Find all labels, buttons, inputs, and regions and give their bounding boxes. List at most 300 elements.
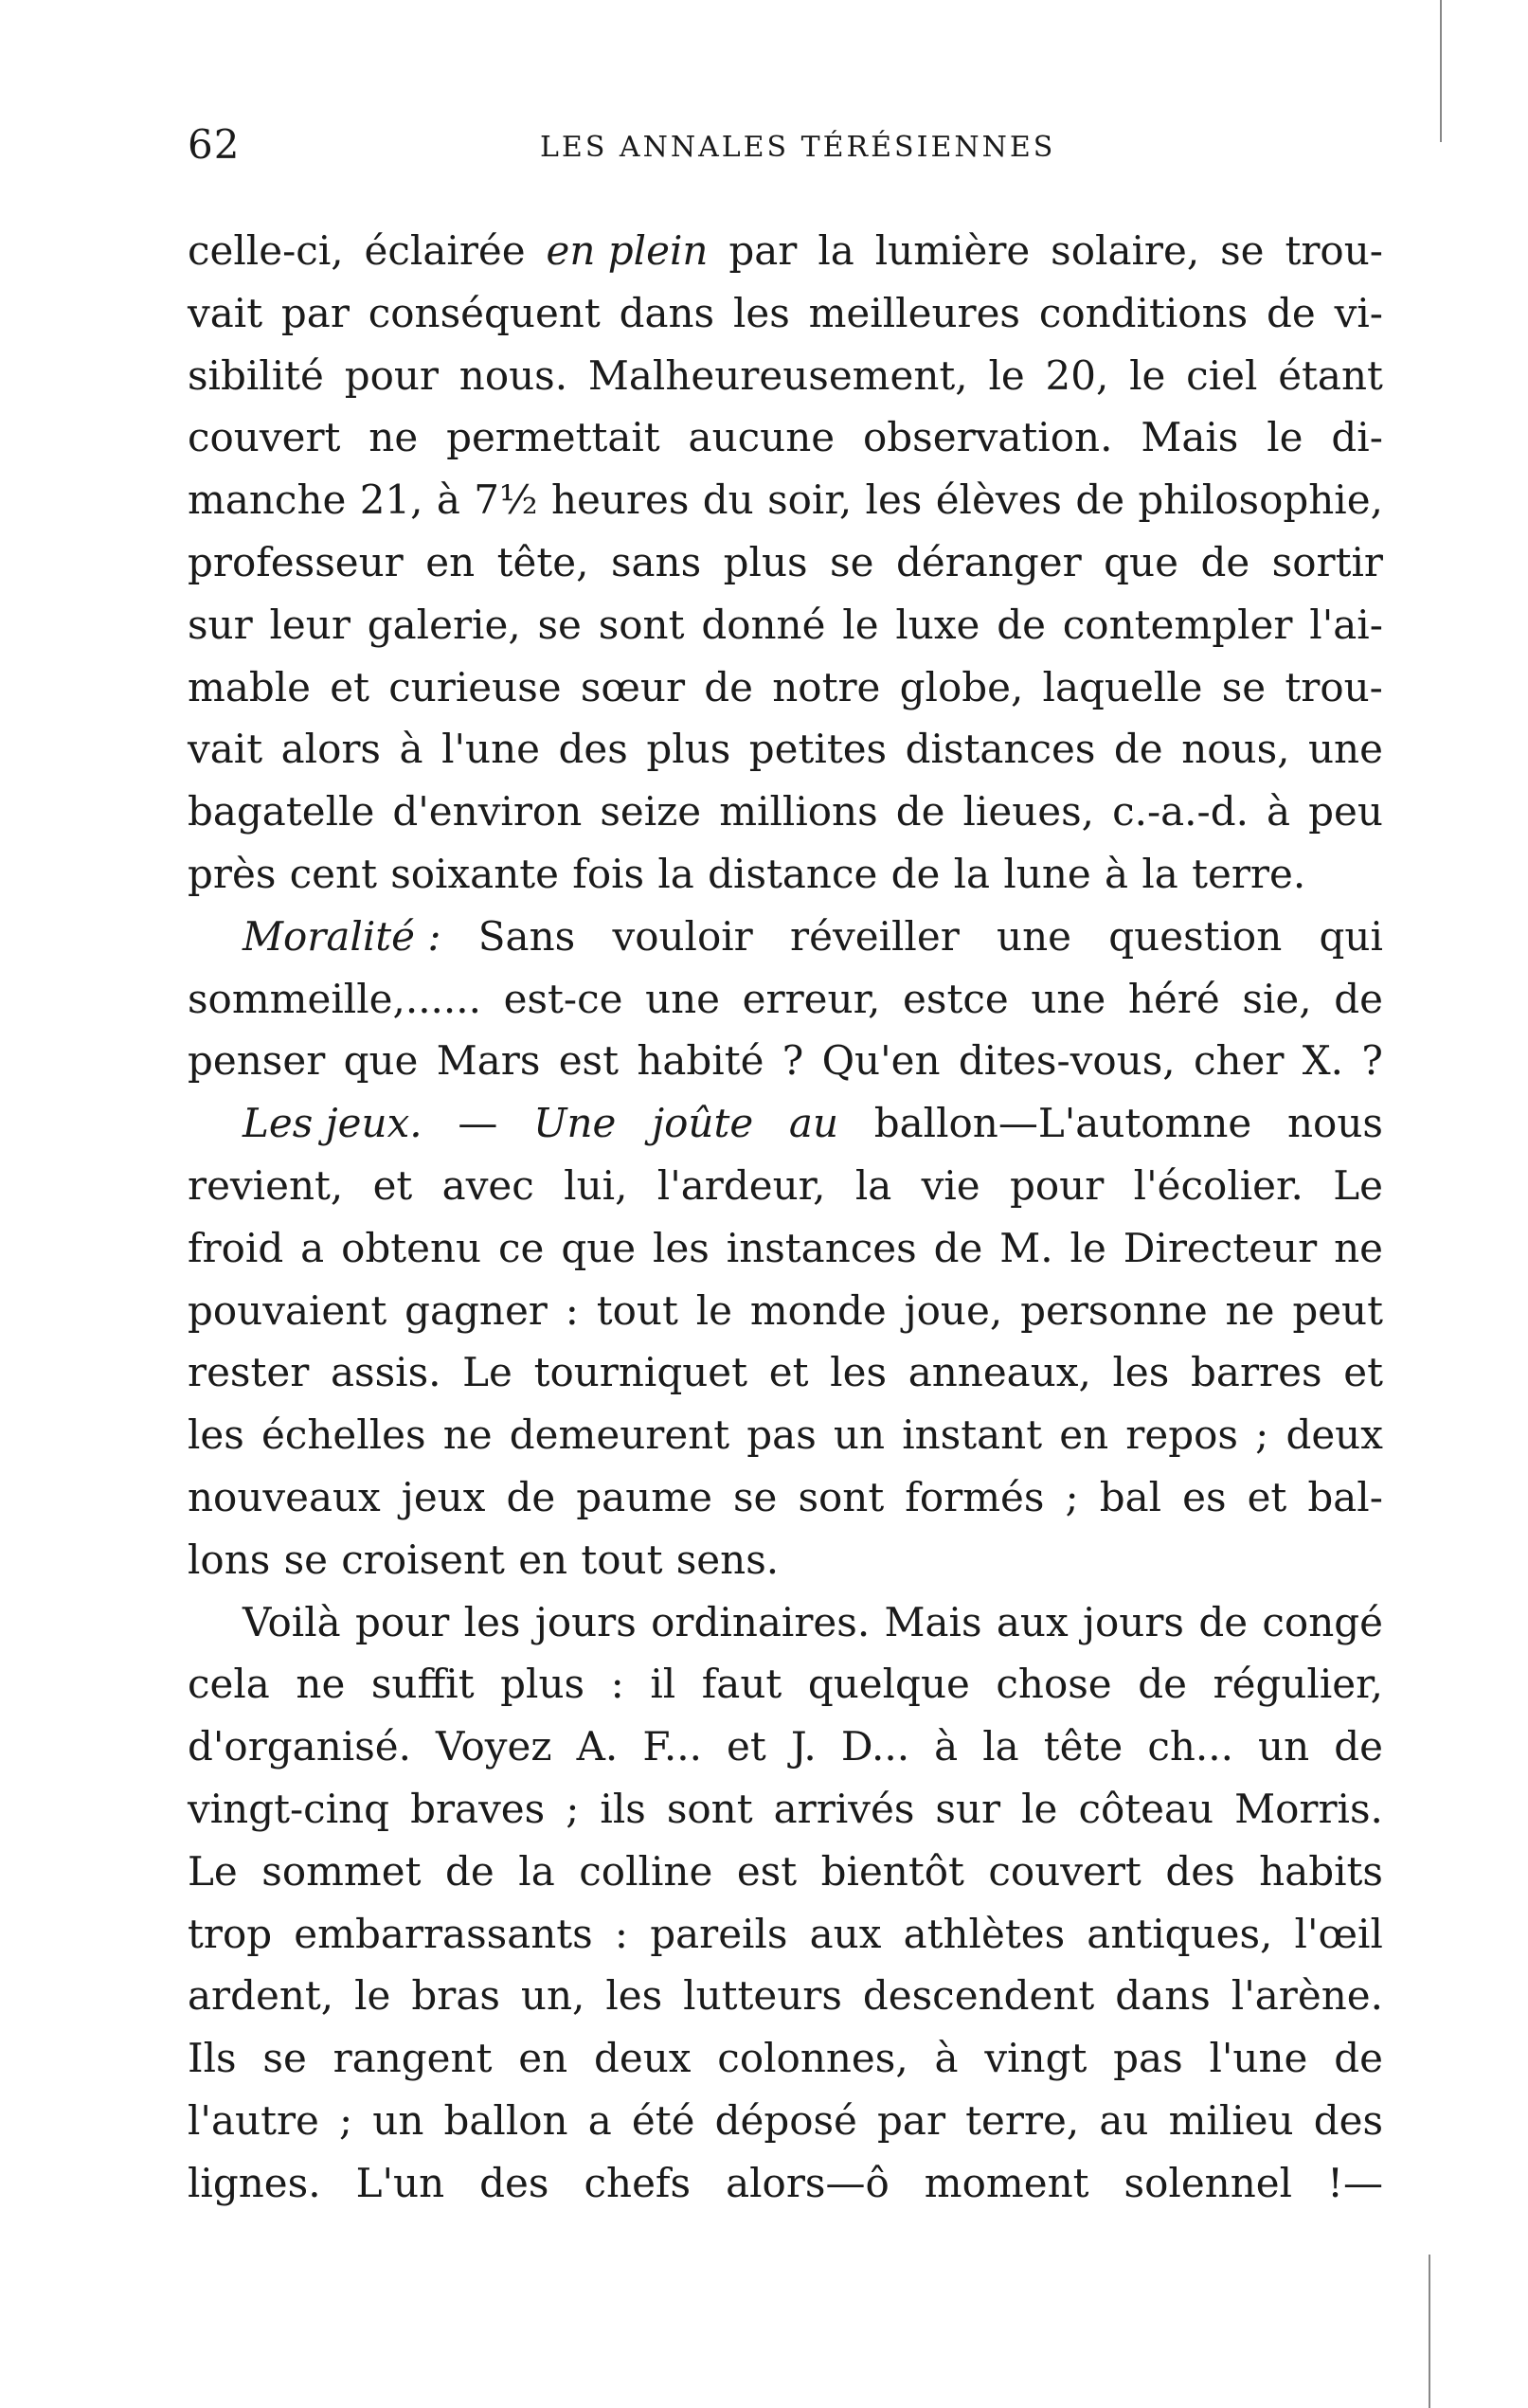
word: lune bbox=[1003, 850, 1091, 897]
word: plus bbox=[723, 538, 808, 585]
word: cher bbox=[1193, 1037, 1285, 1085]
text-line bbox=[188, 1903, 1383, 1966]
word: ardent, bbox=[188, 1972, 334, 2020]
word: lieues, bbox=[962, 788, 1095, 836]
word: conditions bbox=[1038, 289, 1249, 336]
word: lons bbox=[188, 1536, 271, 1583]
word: ch... bbox=[1147, 1723, 1233, 1770]
word: de bbox=[1113, 726, 1163, 773]
text-line bbox=[188, 1217, 1383, 1280]
word: que bbox=[1104, 538, 1178, 585]
word: sie, bbox=[1242, 975, 1312, 1022]
word: ; bbox=[566, 1785, 580, 1832]
word: L'un bbox=[355, 2159, 445, 2206]
text-line bbox=[188, 1030, 1383, 1092]
word: d'environ bbox=[392, 788, 583, 836]
word: 20, bbox=[1045, 351, 1109, 399]
word: antiques, bbox=[1087, 1910, 1273, 1957]
word: chefs bbox=[584, 2159, 692, 2206]
word: que bbox=[561, 1224, 637, 1271]
word: milieu bbox=[1168, 2096, 1294, 2144]
word: personne bbox=[1020, 1286, 1208, 1334]
word: pour bbox=[344, 351, 439, 399]
word: congé bbox=[1262, 1598, 1383, 1645]
word: ils bbox=[600, 1785, 646, 1832]
word: que bbox=[343, 1037, 419, 1085]
word: le bbox=[1070, 1224, 1106, 1271]
word: soir, bbox=[767, 476, 853, 524]
word: Mais bbox=[1141, 414, 1239, 461]
word: monde bbox=[749, 1286, 887, 1334]
word: de bbox=[1075, 476, 1125, 524]
word: quelque bbox=[807, 1661, 970, 1708]
word: l'autre bbox=[188, 2096, 319, 2144]
word: assis. bbox=[330, 1349, 441, 1396]
word: de bbox=[890, 850, 941, 897]
word: un, bbox=[520, 1972, 585, 2020]
word: sommet bbox=[261, 1847, 422, 1895]
word: se bbox=[537, 601, 582, 648]
word: bal bbox=[1099, 1473, 1162, 1520]
word: solennel bbox=[1124, 2159, 1293, 2206]
word: joue, bbox=[904, 1286, 1003, 1334]
word: tout bbox=[581, 1536, 663, 1583]
word: bal- bbox=[1307, 1473, 1383, 1520]
word: bagatelle bbox=[188, 788, 375, 836]
word: est-ce bbox=[503, 975, 623, 1022]
word: réveiller bbox=[790, 912, 960, 960]
word: se bbox=[1221, 663, 1267, 710]
word: trou- bbox=[1285, 227, 1383, 274]
running-head bbox=[188, 121, 1383, 178]
word: nous. bbox=[458, 351, 568, 399]
text-line bbox=[188, 594, 1383, 656]
word: de bbox=[506, 1473, 556, 1520]
word: plus bbox=[646, 726, 731, 773]
text-line bbox=[188, 781, 1383, 843]
word: : bbox=[614, 1910, 629, 1957]
word: leur bbox=[269, 601, 351, 648]
word: Qu'en bbox=[821, 1037, 941, 1085]
word: le bbox=[1267, 414, 1303, 461]
word: Le bbox=[1333, 1161, 1383, 1209]
word: question bbox=[1108, 912, 1283, 960]
word: : bbox=[610, 1661, 624, 1708]
word: nous bbox=[1287, 1100, 1383, 1147]
word: et bbox=[330, 663, 369, 710]
word: en bbox=[518, 1536, 568, 1583]
word: l'œil bbox=[1294, 1910, 1383, 1957]
word: sœur bbox=[580, 663, 686, 710]
word: ne bbox=[442, 1411, 493, 1459]
word: conséquent bbox=[368, 289, 601, 336]
word: petites bbox=[748, 726, 888, 773]
text-line bbox=[188, 718, 1383, 781]
word: vait bbox=[188, 289, 263, 336]
word: Une bbox=[533, 1100, 617, 1147]
word: sont bbox=[598, 601, 685, 648]
text-line bbox=[188, 282, 1383, 345]
word: cela bbox=[188, 1661, 270, 1708]
word: lumière bbox=[874, 227, 1031, 274]
text-line bbox=[188, 2090, 1383, 2152]
word: peu bbox=[1308, 788, 1383, 836]
word: peut bbox=[1292, 1286, 1383, 1334]
word: Voyez bbox=[436, 1723, 552, 1770]
word: est bbox=[736, 1847, 798, 1895]
word: de bbox=[1334, 2035, 1383, 2082]
word: de bbox=[1267, 289, 1316, 336]
word: en bbox=[1059, 1411, 1109, 1459]
text-line bbox=[188, 1716, 1383, 1778]
word: les bbox=[463, 1598, 521, 1645]
body-text bbox=[188, 220, 1383, 2215]
word: de bbox=[445, 1847, 494, 1895]
word: éclairée bbox=[364, 227, 526, 274]
word: de bbox=[1198, 1598, 1249, 1645]
word: embarrassants bbox=[294, 1910, 593, 1957]
word: lui, bbox=[564, 1161, 628, 1209]
word: solaire, bbox=[1051, 227, 1200, 274]
word: sans bbox=[610, 538, 702, 585]
word: pas bbox=[746, 1411, 817, 1459]
word: pour bbox=[1010, 1161, 1105, 1209]
text-line bbox=[188, 1280, 1383, 1342]
word: 21, bbox=[359, 476, 423, 524]
text-line bbox=[188, 656, 1383, 719]
word: vouloir bbox=[612, 912, 753, 960]
word: paume bbox=[576, 1473, 712, 1520]
word: braves bbox=[410, 1785, 546, 1832]
word: couvert bbox=[188, 414, 341, 461]
word: ne bbox=[1225, 1286, 1275, 1334]
word: se bbox=[732, 1473, 778, 1520]
word: et bbox=[727, 1723, 766, 1770]
word: et bbox=[1247, 1473, 1287, 1520]
word: jours bbox=[1082, 1598, 1184, 1645]
word: les bbox=[605, 1972, 663, 2020]
word: soixante bbox=[390, 850, 560, 897]
word: de bbox=[997, 601, 1046, 648]
text-line bbox=[188, 968, 1383, 1031]
word: à bbox=[436, 476, 460, 524]
word: ? bbox=[1361, 1037, 1383, 1085]
word: laquelle bbox=[1042, 663, 1203, 710]
word: 7½ bbox=[474, 476, 538, 524]
word: dites-vous, bbox=[958, 1037, 1176, 1085]
word: rangent bbox=[333, 2035, 493, 2082]
word: étant bbox=[1278, 351, 1383, 399]
word: Moralité : bbox=[243, 912, 441, 960]
word: manche bbox=[188, 476, 347, 524]
word: sommeille,...... bbox=[188, 975, 481, 1022]
word: colonnes, bbox=[717, 2035, 908, 2082]
word: vi- bbox=[1334, 289, 1383, 336]
word: barres bbox=[1191, 1349, 1322, 1396]
word: en plein bbox=[546, 227, 709, 274]
word: jeux bbox=[401, 1473, 486, 1520]
word: une bbox=[997, 912, 1072, 960]
text-line bbox=[188, 469, 1383, 531]
word: Mais bbox=[884, 1598, 982, 1645]
word: pouvaient bbox=[188, 1286, 387, 1334]
word: ; bbox=[1255, 1411, 1269, 1459]
page-edge-mark-top bbox=[1440, 0, 1442, 142]
word: une bbox=[1031, 975, 1106, 1022]
word: la bbox=[854, 1161, 892, 1209]
word: en bbox=[518, 2035, 568, 2082]
word: tête bbox=[1043, 1723, 1124, 1770]
page-number: 62 bbox=[188, 121, 241, 168]
word: couvert bbox=[988, 1847, 1142, 1895]
word: lutteurs bbox=[683, 1972, 842, 2020]
word: la bbox=[953, 850, 991, 897]
word: pas bbox=[1113, 2035, 1183, 2082]
word: distances bbox=[905, 726, 1096, 773]
word: le bbox=[1129, 351, 1166, 399]
word: fois bbox=[572, 850, 645, 897]
word: de bbox=[1334, 1723, 1383, 1770]
word: sibilité bbox=[188, 351, 324, 399]
word: qui bbox=[1319, 912, 1383, 960]
word: celle-ci, bbox=[188, 227, 344, 274]
word: millions bbox=[719, 788, 878, 836]
word: à bbox=[399, 726, 423, 773]
word: vait bbox=[188, 726, 263, 773]
word: des bbox=[558, 726, 628, 773]
word: instances bbox=[726, 1224, 917, 1271]
word: heures bbox=[551, 476, 690, 524]
word: un bbox=[833, 1411, 886, 1459]
word: avec bbox=[441, 1161, 534, 1209]
text-line bbox=[188, 1841, 1383, 1903]
word: observation. bbox=[863, 414, 1113, 461]
word: près bbox=[188, 850, 277, 897]
word: rester bbox=[188, 1349, 310, 1396]
word: se bbox=[830, 538, 874, 585]
text-line bbox=[188, 906, 1383, 968]
text-line bbox=[188, 345, 1383, 407]
word: joûte bbox=[652, 1100, 754, 1147]
text-line bbox=[188, 1778, 1383, 1841]
word: repos bbox=[1125, 1411, 1238, 1459]
word: D... bbox=[840, 1723, 910, 1770]
word: descendent bbox=[862, 1972, 1095, 2020]
word: ; bbox=[1065, 1473, 1079, 1520]
word: l'ardeur, bbox=[656, 1161, 826, 1209]
word: de bbox=[704, 663, 754, 710]
word: c.-a.-d. bbox=[1112, 788, 1249, 836]
word: cent bbox=[289, 850, 377, 897]
word: trou- bbox=[1285, 663, 1383, 710]
text-line bbox=[188, 1404, 1383, 1466]
word: chose bbox=[996, 1661, 1112, 1708]
word: habits bbox=[1259, 1847, 1383, 1895]
word: l'une bbox=[441, 726, 540, 773]
word: un bbox=[372, 2096, 424, 2144]
word: les bbox=[830, 1349, 887, 1396]
word: colline bbox=[579, 1847, 713, 1895]
word: Ils bbox=[188, 2035, 237, 2082]
word: les bbox=[1112, 1349, 1170, 1396]
word: sur bbox=[935, 1785, 1001, 1832]
word: vingt-cinq bbox=[188, 1785, 390, 1832]
word: par bbox=[877, 2096, 946, 2144]
word: l'ai- bbox=[1309, 601, 1383, 648]
word: Le bbox=[462, 1349, 512, 1396]
word: athlètes bbox=[903, 1910, 1066, 1957]
word: ; bbox=[339, 2096, 353, 2144]
word: une bbox=[645, 975, 721, 1022]
word: la bbox=[982, 1723, 1019, 1770]
word: revient, bbox=[188, 1161, 344, 1209]
word: au bbox=[788, 1100, 838, 1147]
word: deux bbox=[1285, 1411, 1383, 1459]
word: Malheureusement, bbox=[587, 351, 968, 399]
word: aucune bbox=[688, 414, 836, 461]
word: et bbox=[768, 1349, 809, 1396]
text-line bbox=[188, 1092, 1383, 1155]
text-line bbox=[188, 1965, 1383, 2027]
word: F... bbox=[642, 1723, 702, 1770]
word: du bbox=[702, 476, 754, 524]
word: de bbox=[933, 1224, 983, 1271]
word: des bbox=[1313, 2096, 1383, 2144]
word: sont bbox=[798, 1473, 885, 1520]
word: d'organisé. bbox=[188, 1723, 411, 1770]
text-line bbox=[188, 2152, 1383, 2215]
word: mable bbox=[188, 663, 312, 710]
word: l'arène. bbox=[1231, 1972, 1383, 2020]
text-line bbox=[188, 1466, 1383, 1529]
word: alors bbox=[280, 726, 381, 773]
word: la bbox=[818, 227, 854, 274]
text-line bbox=[188, 1155, 1383, 1217]
word: les bbox=[865, 476, 923, 524]
word: bientôt bbox=[820, 1847, 964, 1895]
word: habité bbox=[637, 1037, 764, 1085]
text-line bbox=[188, 406, 1383, 469]
word: faut bbox=[701, 1661, 782, 1708]
word: dans bbox=[619, 289, 715, 336]
word: à bbox=[1267, 788, 1291, 836]
word: distance bbox=[708, 850, 878, 897]
word: sens. bbox=[675, 1536, 780, 1583]
text-line bbox=[188, 2027, 1383, 2090]
word: les bbox=[188, 1411, 244, 1459]
word: permettait bbox=[446, 414, 660, 461]
word: et bbox=[1343, 1349, 1383, 1396]
word: un bbox=[1258, 1723, 1310, 1770]
word: nouveaux bbox=[188, 1473, 381, 1520]
word: terre, bbox=[965, 2096, 1080, 2144]
word: ne bbox=[1334, 1224, 1383, 1271]
word: et bbox=[372, 1161, 413, 1209]
word: pareils bbox=[650, 1910, 788, 1957]
word: aux bbox=[809, 1910, 882, 1957]
word: régulier, bbox=[1213, 1661, 1383, 1708]
word: estce bbox=[903, 975, 1009, 1022]
word: contempler bbox=[1062, 601, 1293, 648]
word: la bbox=[1142, 850, 1178, 897]
text-line bbox=[188, 1529, 1383, 1591]
word: globe, bbox=[899, 663, 1024, 710]
word: sont bbox=[666, 1785, 753, 1832]
text-line bbox=[188, 1591, 1383, 1654]
word: ? bbox=[782, 1037, 804, 1085]
word: aux bbox=[996, 1598, 1069, 1645]
word: suffit bbox=[370, 1661, 475, 1708]
word: gagner bbox=[404, 1286, 548, 1334]
word: à bbox=[1105, 850, 1129, 897]
word: penser bbox=[188, 1037, 326, 1085]
word: la bbox=[657, 850, 694, 897]
word: Les jeux. bbox=[243, 1100, 422, 1147]
running-title: LES ANNALES TÉRÉSIENNES bbox=[540, 131, 1056, 164]
word: une bbox=[1308, 726, 1383, 773]
word: héré bbox=[1127, 975, 1220, 1022]
word: le bbox=[1021, 1785, 1058, 1832]
word: seize bbox=[600, 788, 702, 836]
word: vingt bbox=[984, 2035, 1088, 2082]
word: ne bbox=[296, 1661, 346, 1708]
word: des bbox=[1165, 1847, 1235, 1895]
word: par bbox=[728, 227, 798, 274]
word: erreur, bbox=[742, 975, 881, 1022]
word: il bbox=[650, 1661, 676, 1708]
word: est bbox=[558, 1037, 619, 1085]
text-line bbox=[188, 531, 1383, 594]
word: deux bbox=[594, 2035, 692, 2082]
word: été bbox=[631, 2096, 695, 2144]
word: demeurent bbox=[509, 1411, 730, 1459]
text-line bbox=[188, 1341, 1383, 1404]
word: l'écolier. bbox=[1133, 1161, 1303, 1209]
word: croisent bbox=[341, 1536, 505, 1583]
word: es bbox=[1182, 1473, 1227, 1520]
word: bras bbox=[411, 1972, 500, 2020]
word: au bbox=[1099, 2096, 1149, 2144]
word: lignes. bbox=[188, 2159, 321, 2206]
word: M. bbox=[999, 1224, 1053, 1271]
word: déranger bbox=[895, 538, 1082, 585]
word: A. bbox=[576, 1723, 619, 1770]
word: à bbox=[934, 1723, 959, 1770]
word: !— bbox=[1327, 2159, 1383, 2206]
word: à bbox=[934, 2035, 959, 2082]
word: Sans bbox=[477, 912, 576, 960]
word: des bbox=[479, 2159, 549, 2206]
word: dans bbox=[1115, 1972, 1211, 2020]
word: ciel bbox=[1186, 351, 1258, 399]
word: de bbox=[1200, 538, 1250, 585]
word: côteau bbox=[1078, 1785, 1214, 1832]
word: trop bbox=[188, 1910, 273, 1957]
text-line bbox=[188, 1653, 1383, 1716]
word: nous, bbox=[1181, 726, 1290, 773]
word: X. bbox=[1302, 1037, 1344, 1085]
word: anneaux, bbox=[908, 1349, 1091, 1396]
word: alors—ô bbox=[726, 2159, 890, 2206]
word: se bbox=[1220, 227, 1265, 274]
word: tout bbox=[596, 1286, 678, 1334]
word: Mars bbox=[436, 1037, 541, 1085]
word: Le bbox=[188, 1847, 238, 1895]
word: ballon bbox=[443, 2096, 568, 2144]
word: curieuse bbox=[388, 663, 562, 710]
word: — bbox=[458, 1100, 498, 1147]
word: les bbox=[732, 289, 790, 336]
